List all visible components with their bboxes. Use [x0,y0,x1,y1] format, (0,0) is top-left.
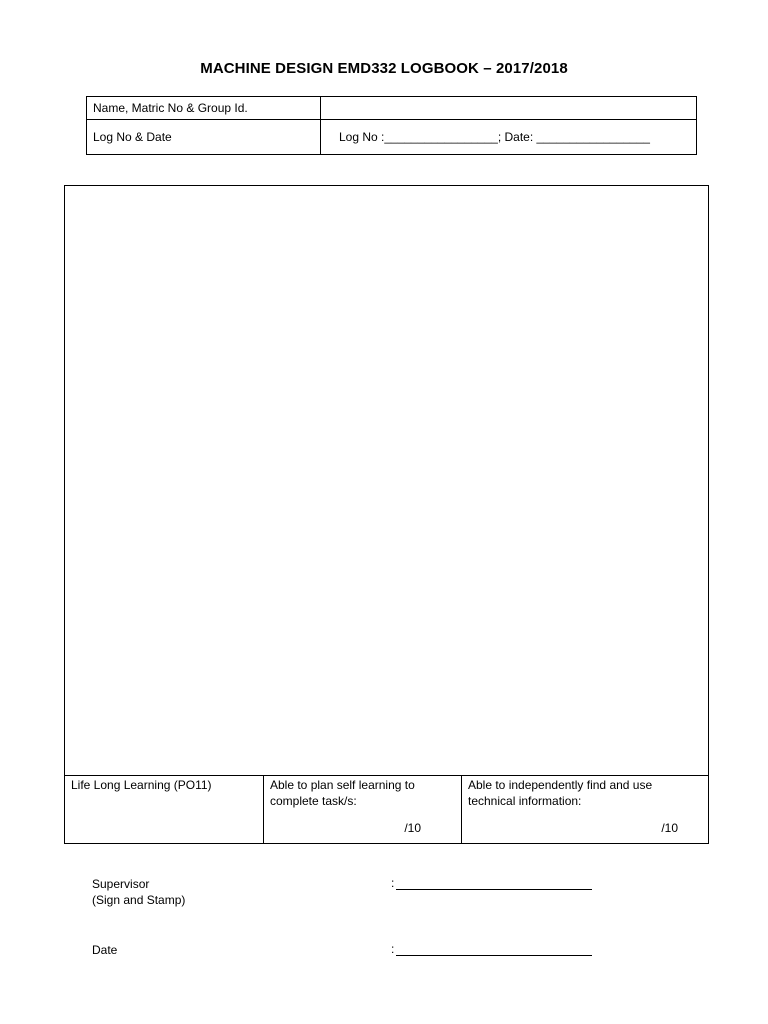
criterion-plan-label: Able to plan self learning to complete task/s: [270,778,415,808]
criterion-info-label: Able to independently find and use technical information: [468,778,653,808]
supervisor-label: Supervisor [92,877,150,891]
name-field[interactable] [321,97,697,120]
name-row [87,97,697,120]
info-table [86,96,697,155]
log-label: Log No & Date [87,120,321,155]
log-writing-area[interactable] [65,186,708,775]
supervisor-signature-line[interactable] [396,889,592,890]
criterion-info-cell[interactable] [462,776,709,844]
log-entry-box [64,185,709,844]
supervisor-sublabel: (Sign and Stamp) [92,893,186,907]
log-row [87,120,697,155]
category-label: Life Long Learning (PO11) [71,778,212,792]
criterion-info-score: /10 [661,821,678,835]
date-label: Date [92,943,118,957]
assessment-category [65,776,264,844]
date-colon: : [391,942,395,956]
document-title: MACHINE DESIGN EMD332 LOGBOOK – 2017/2018 [200,60,568,77]
criterion-plan-cell[interactable] [264,776,462,844]
date-signature-line[interactable] [396,955,592,956]
criterion-plan-score: /10 [404,821,421,835]
supervisor-colon: : [391,876,395,890]
log-no-date-field[interactable]: Log No :_________________; Date: _________________ [321,120,697,155]
assessment-table [64,775,709,844]
name-label: Name, Matric No & Group Id. [87,97,321,120]
